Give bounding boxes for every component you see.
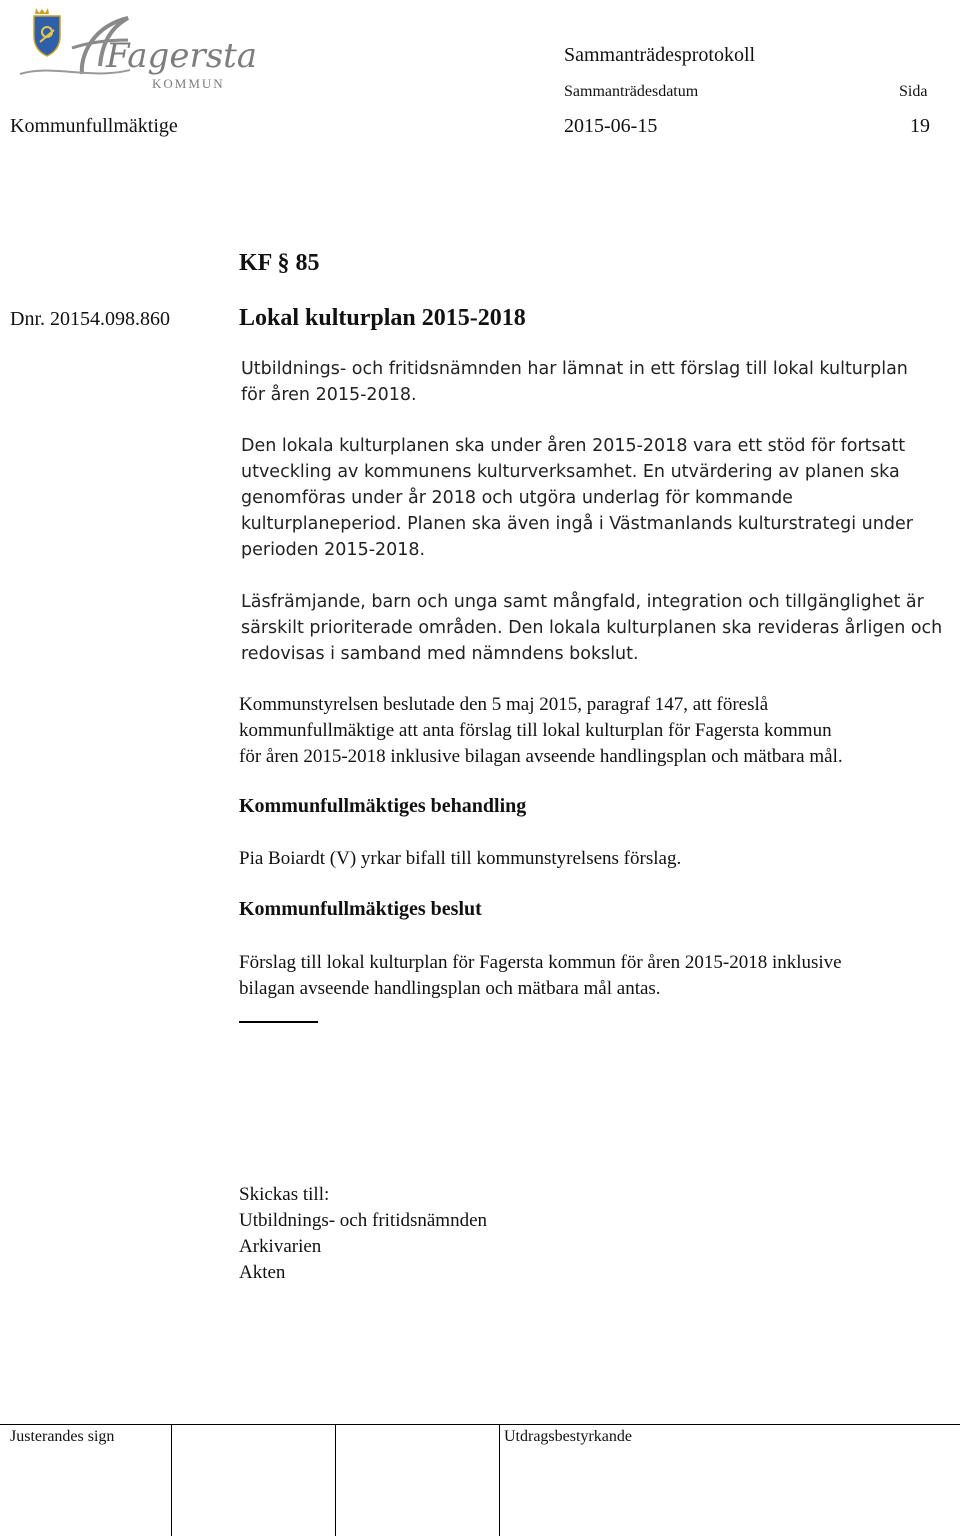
logo-subname: KOMMUN <box>152 76 225 91</box>
section-title: Lokal kulturplan 2015-2018 <box>239 305 526 331</box>
paragraph-line: Läsfrämjande, barn och unga samt mångfald, integration och tillgänglighet är <box>241 592 924 612</box>
treatment-text: Pia Boiardt (V) yrkar bifall till kommunstyrelsens förslag. <box>239 848 682 869</box>
council-name: Kommunfullmäktige <box>10 115 178 137</box>
footer-top-rule <box>0 1424 960 1425</box>
decision-heading: Kommunfullmäktiges beslut <box>239 898 482 920</box>
decision-line: bilagan avseende handlingsplan och mätbara mål antas. <box>239 978 661 999</box>
paragraph-4 <box>239 692 951 770</box>
extract-certification-label: Utdragsbestyrkande <box>504 1428 632 1445</box>
recipient: Akten <box>239 1262 286 1283</box>
paragraph-line: kommunfullmäktige att anta förslag till lokal kulturplan för Fagersta kommun <box>239 720 832 741</box>
recipient: Arkivarien <box>239 1236 322 1257</box>
paragraph-line: redovisas i samband med nämndens bokslut. <box>241 644 639 664</box>
section-number: KF § 85 <box>239 250 320 276</box>
paragraph-1 <box>241 356 941 408</box>
footer-divider <box>499 1424 500 1536</box>
paragraph-line: Kommunstyrelsen beslutade den 5 maj 2015, paragraf 147, att föreslå <box>239 694 769 715</box>
distribution-label: Skickas till: <box>239 1184 330 1205</box>
paragraph-2 <box>241 433 941 563</box>
paragraph-line: för åren 2015-2018. <box>241 385 417 405</box>
section-end-rule <box>239 1021 318 1023</box>
footer-divider <box>335 1424 336 1536</box>
diary-number: Dnr. 20154.098.860 <box>10 308 170 330</box>
paragraph-line: för åren 2015-2018 inklusive bilagan avseende handlingsplan och mätbara mål. <box>239 746 843 767</box>
paragraph-line: genomföras under år 2018 och utgöra underlag för kommande <box>241 488 793 508</box>
logo-name: Fagersta <box>106 36 258 76</box>
paragraph-line: utveckling av kommunens kulturverksamhet. En utvärdering av planen ska <box>241 462 900 482</box>
treatment-heading: Kommunfullmäktiges behandling <box>239 795 527 817</box>
page-number: 19 <box>910 115 930 137</box>
distribution-list <box>239 1182 487 1286</box>
paragraph-line: Den lokala kulturplanen ska under åren 2015-2018 vara ett stöd för fortsatt <box>241 436 906 456</box>
page-label: Sida <box>899 83 928 100</box>
paragraph-3 <box>241 589 951 667</box>
paragraph-line: perioden 2015-2018. <box>241 540 426 560</box>
meeting-date-label: Sammanträdesdatum <box>564 83 699 100</box>
meeting-date: 2015-06-15 <box>564 115 658 137</box>
recipient: Utbildnings- och fritidsnämnden <box>239 1210 488 1231</box>
signature-label: Justerandes sign <box>10 1428 115 1445</box>
document-type: Sammanträdesprotokoll <box>564 44 756 66</box>
paragraph-line: kulturplaneperiod. Planen ska även ingå i Västmanlands kulturstrategi under <box>241 514 913 534</box>
decision-line: Förslag till lokal kulturplan för Fagersta kommun för åren 2015-2018 inklusive <box>239 952 842 973</box>
fagersta-logo <box>10 4 258 96</box>
paragraph-line: Utbildnings- och fritidsnämnden har lämnat in ett förslag till lokal kulturplan <box>241 359 908 379</box>
decision-text <box>239 950 951 1002</box>
footer-divider <box>171 1424 172 1536</box>
paragraph-line: särskilt prioriterade områden. Den lokala kulturplanen ska revideras årligen och <box>241 618 943 638</box>
